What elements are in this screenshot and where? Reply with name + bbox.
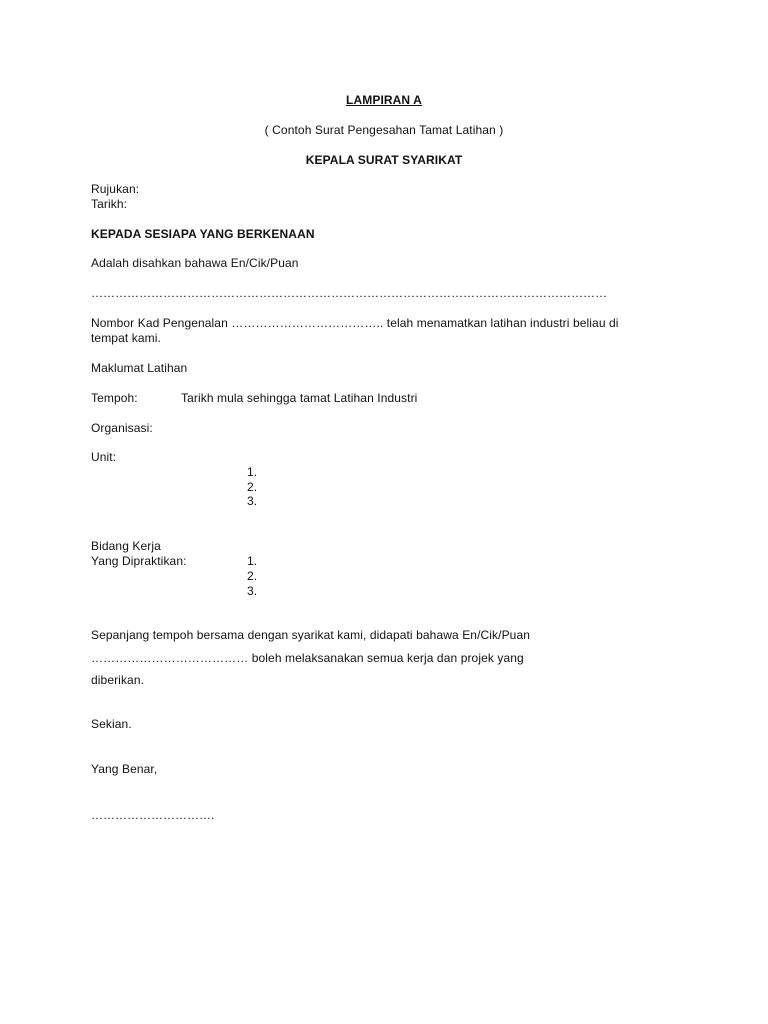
unit-item-3: 3. <box>247 494 258 508</box>
bidang-item-1: 1. <box>247 554 258 568</box>
certify-text: Adalah disahkan bahawa En/Cik/Puan <box>91 256 299 270</box>
yang-benar-text: Yang Benar, <box>91 762 158 776</box>
organisasi-label: Organisasi: <box>91 421 153 435</box>
sepanjang-text: Sepanjang tempoh bersama dengan syarikat kami, didapati bahawa En/Cik/Puan <box>91 628 531 642</box>
document-subtitle: ( Contoh Surat Pengesahan Tamat Latihan ) <box>264 123 504 137</box>
name-blank-line: ………………………………………………………………………………………………………………… <box>91 286 607 300</box>
bidang-label-2: Yang Dipraktikan: <box>91 554 187 568</box>
tempoh-label: Tempoh: <box>91 391 138 405</box>
salutation: KEPADA SESIAPA YANG BERKENAAN <box>91 227 315 241</box>
signature-blank-line: …………………………. <box>91 808 215 822</box>
sekian-text: Sekian. <box>91 717 132 731</box>
bidang-item-2: 2. <box>247 569 258 583</box>
maklumat-heading: Maklumat Latihan <box>91 361 188 375</box>
unit-item-2: 2. <box>247 480 258 494</box>
unit-item-1: 1. <box>247 465 258 479</box>
document-title: LAMPIRAN A <box>346 93 422 107</box>
rujukan-label: Rujukan: <box>91 182 140 196</box>
diberikan-text: diberikan. <box>91 673 145 687</box>
bidang-item-3: 3. <box>247 584 258 598</box>
tarikh-label: Tarikh: <box>91 197 128 211</box>
ic-line-2: tempat kami. <box>91 331 161 345</box>
ic-line-1: Nombor Kad Pengenalan ……………………………….. telah menamatkan latihan industri beliau di <box>91 316 619 330</box>
tempoh-value: Tarikh mula sehingga tamat Latihan Industri <box>181 391 418 405</box>
unit-label: Unit: <box>91 450 117 464</box>
bidang-label-1: Bidang Kerja <box>91 539 161 553</box>
boleh-text: ………………………………… boleh melaksanakan semua kerja dan projek yang <box>91 651 524 665</box>
letterhead-placeholder: KEPALA SURAT SYARIKAT <box>305 153 463 167</box>
